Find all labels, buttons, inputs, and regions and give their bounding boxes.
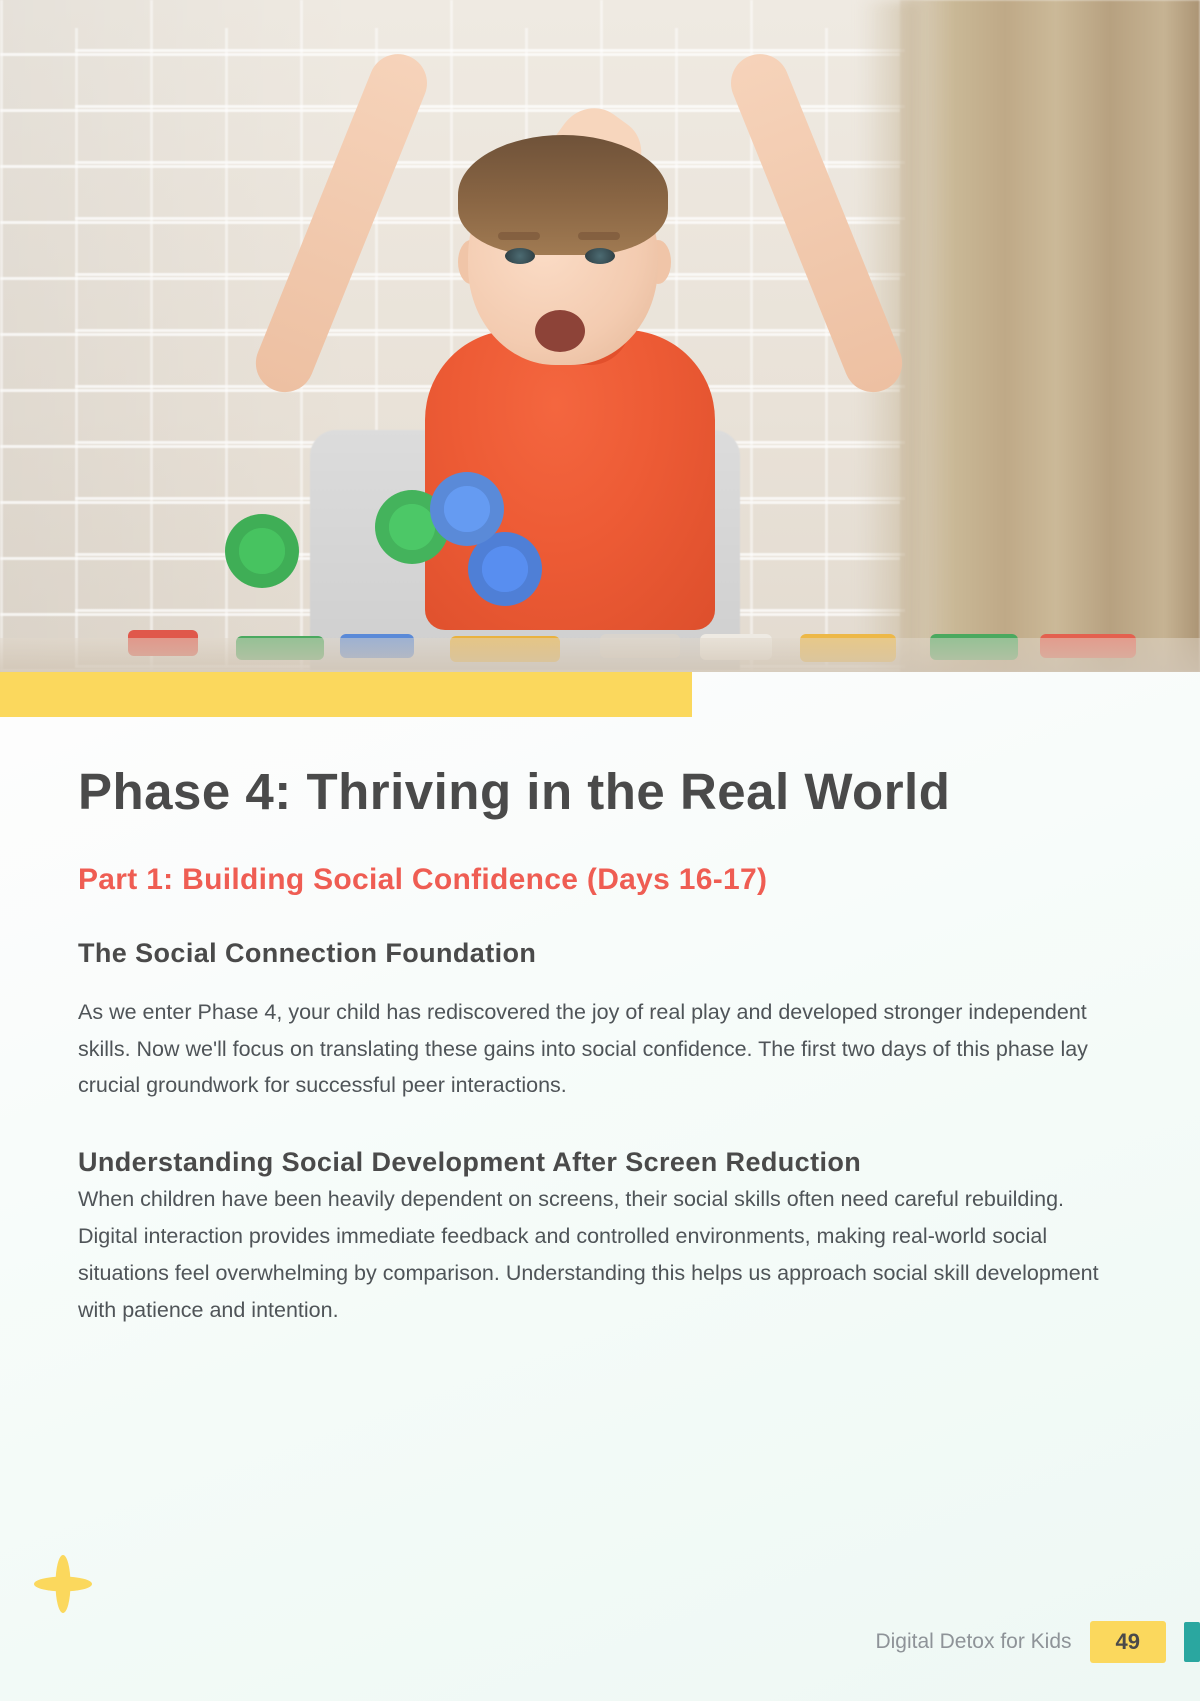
section-body-2: When children have been heavily dependent on screens, their social skills often need careful rebuilding. Digital interaction provides immediate feedback and controlled environments, making real-world social situations feel overwhelming by comparison. Understanding this helps us approach social skill development with patience and intention. bbox=[78, 1186, 1099, 1322]
section-body-1: As we enter Phase 4, your child has rediscovered the joy of real play and developed stronger independent skills. Now we'll focus on translating these gains into social confidence. The first two days of this phase lay crucial groundwork for successful peer interactions. bbox=[78, 999, 1088, 1098]
sparkle-icon bbox=[34, 1555, 92, 1613]
content-area bbox=[78, 762, 1126, 1371]
toy-flower-green-1 bbox=[225, 514, 299, 588]
child-hair bbox=[458, 135, 668, 255]
part-heading: Part 1: Building Social Confidence (Days 16-17) bbox=[78, 863, 768, 897]
section-heading-2: Understanding Social Development After Screen Reduction bbox=[78, 1147, 862, 1178]
toy-blocks-group bbox=[0, 532, 1200, 672]
page-footer bbox=[875, 1621, 1200, 1663]
toy-flower-blue-2 bbox=[430, 472, 504, 546]
page-number-badge: 49 bbox=[1090, 1621, 1166, 1663]
hero-image bbox=[0, 0, 1200, 672]
table-surface bbox=[0, 638, 1200, 672]
child-mouth bbox=[535, 310, 585, 352]
footer-book-title: Digital Detox for Kids bbox=[875, 1630, 1072, 1653]
child-left-eye bbox=[505, 248, 535, 264]
child-right-eyebrow bbox=[578, 232, 620, 240]
accent-bar bbox=[0, 672, 692, 717]
footer-tab-marker bbox=[1184, 1622, 1200, 1662]
section-heading-1: The Social Connection Foundation bbox=[78, 938, 537, 969]
page-title: Phase 4: Thriving in the Real World bbox=[78, 763, 951, 820]
child-right-eye bbox=[585, 248, 615, 264]
child-left-eyebrow bbox=[498, 232, 540, 240]
